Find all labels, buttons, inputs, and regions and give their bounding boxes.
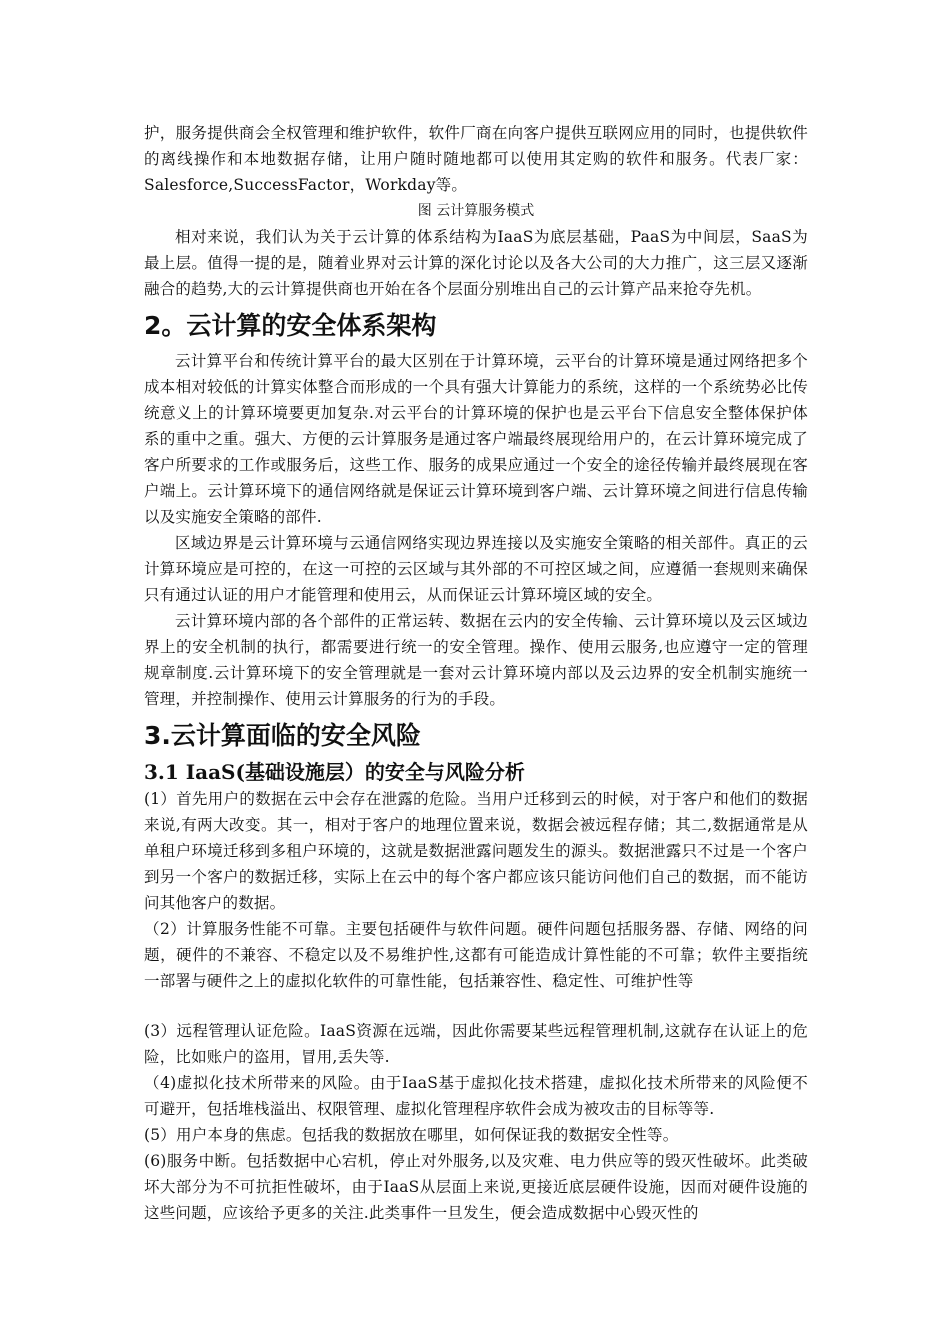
architecture-paragraph: 相对来说，我们认为关于云计算的体系结构为IaaS为底层基础，PaaS为中间层，SaaS为最上层。值得一提的是，随着业界对云计算的深化讨论以及各大公司的大力推广，这三层又逐渐融合的趋势,大的云计算提供商也开始在各个层面分别堆出自己的云计算产品来抢夺先机。	[144, 228, 808, 298]
document-body	[144, 120, 808, 1226]
section-2-heading: 2。云计算的安全体系架构	[144, 311, 437, 340]
blank-line	[144, 994, 808, 1018]
risk-item-6: (6)服务中断。包括数据中心宕机，停止对外服务,以及灾难、电力供应等的毁灭性破坏。此类破坏大部分为不可抗拒性破坏，由于IaaS从层面上来说,更接近底层硬件设施，因而对硬件设施的这些问题，应该给予更多的关注.此类事件一旦发生，便会造成数据中心毁灭性的	[144, 1152, 808, 1222]
risk-item-2: （2）计算服务性能不可靠。主要包括硬件与软件问题。硬件问题包括服务器、存储、网络的问题，硬件的不兼容、不稳定以及不易维护性,这都有可能造成计算性能的不可靠；软件主要指统一部署与硬件之上的虚拟化软件的可靠性能，包括兼容性、稳定性、可维护性等	[144, 920, 808, 990]
section-3-1-heading: 3.1 IaaS(基础设施层）的安全与风险分析	[144, 760, 525, 784]
intro-paragraph: 护，服务提供商会全权管理和维护软件，软件厂商在向客户提供互联网应用的同时，也提供软件的离线操作和本地数据存储，让用户随时随地都可以使用其定购的软件和服务。代表厂家：Salesforce,SuccessFactor，Workday等。	[144, 124, 808, 194]
figure-caption: 图 云计算服务模式	[417, 203, 535, 219]
section-2-paragraph-2: 区域边界是云计算环境与云通信网络实现边界连接以及实施安全策略的相关部件。真正的云计算环境应是可控的，在这一可控的云区域与其外部的不可控区域之间，应遵循一套规则来确保只有通过认证的用户才能管理和使用云，从而保证云计算环境区域的安全。	[144, 534, 808, 604]
risk-item-3: (3）远程管理认证危险。IaaS资源在远端，因此你需要某些远程管理机制,这就存在认证上的危险，比如账户的盗用，冒用,丢失等.	[144, 1022, 808, 1066]
section-3-heading: 3.云计算面临的安全风险	[144, 721, 421, 750]
section-2-paragraph-1: 云计算平台和传统计算平台的最大区别在于计算环境，云平台的计算环境是通过网络把多个成本相对较低的计算实体整合而形成的一个具有强大计算能力的系统，这样的一个系统势必比传统意义上的计算环境要更加复杂.对云平台的计算环境的保护也是云平台下信息安全整体保护体系的重中之重。强大、方便的云计算服务是通过客户端最终展现给用户的，在云计算环境完成了客户所要求的工作或服务后，这些工作、服务的成果应通过一个安全的途径传输并最终展现在客户端上。云计算环境下的通信网络就是保证云计算环境到客户端、云计算环境之间进行信息传输以及实施安全策略的部件.	[144, 352, 808, 526]
risk-item-1: (1）首先用户的数据在云中会存在泄露的危险。当用户迁移到云的时候，对于客户和他们的数据来说,有两大改变。其一，相对于客户的地理位置来说，数据会被远程存储；其二,数据通常是从单租户环境迁移到多租户环境的，这就是数据泄露问题发生的源头。数据泄露只不过是一个客户到另一个客户的数据迁移，实际上在云中的每个客户都应该只能访问他们自己的数据，而不能访问其他客户的数据。	[144, 790, 808, 912]
section-2-paragraph-3: 云计算环境内部的各个部件的正常运转、数据在云内的安全传输、云计算环境以及云区域边界上的安全机制的执行，都需要进行统一的安全管理。操作、使用云服务,也应遵守一定的管理规章制度.云计算环境下的安全管理就是一套对云计算环境内部以及云边界的安全机制实施统一管理，并控制操作、使用云计算服务的行为的手段。	[144, 612, 808, 708]
risk-item-4: （4)虚拟化技术所带来的风险。由于IaaS基于虚拟化技术搭建，虚拟化技术所带来的风险便不可避开，包括堆栈溢出、权限管理、虚拟化管理程序软件会成为被攻击的目标等等.	[144, 1074, 808, 1118]
risk-item-5: (5）用户本身的焦虑。包括我的数据放在哪里，如何保证我的数据安全性等。	[144, 1126, 679, 1144]
